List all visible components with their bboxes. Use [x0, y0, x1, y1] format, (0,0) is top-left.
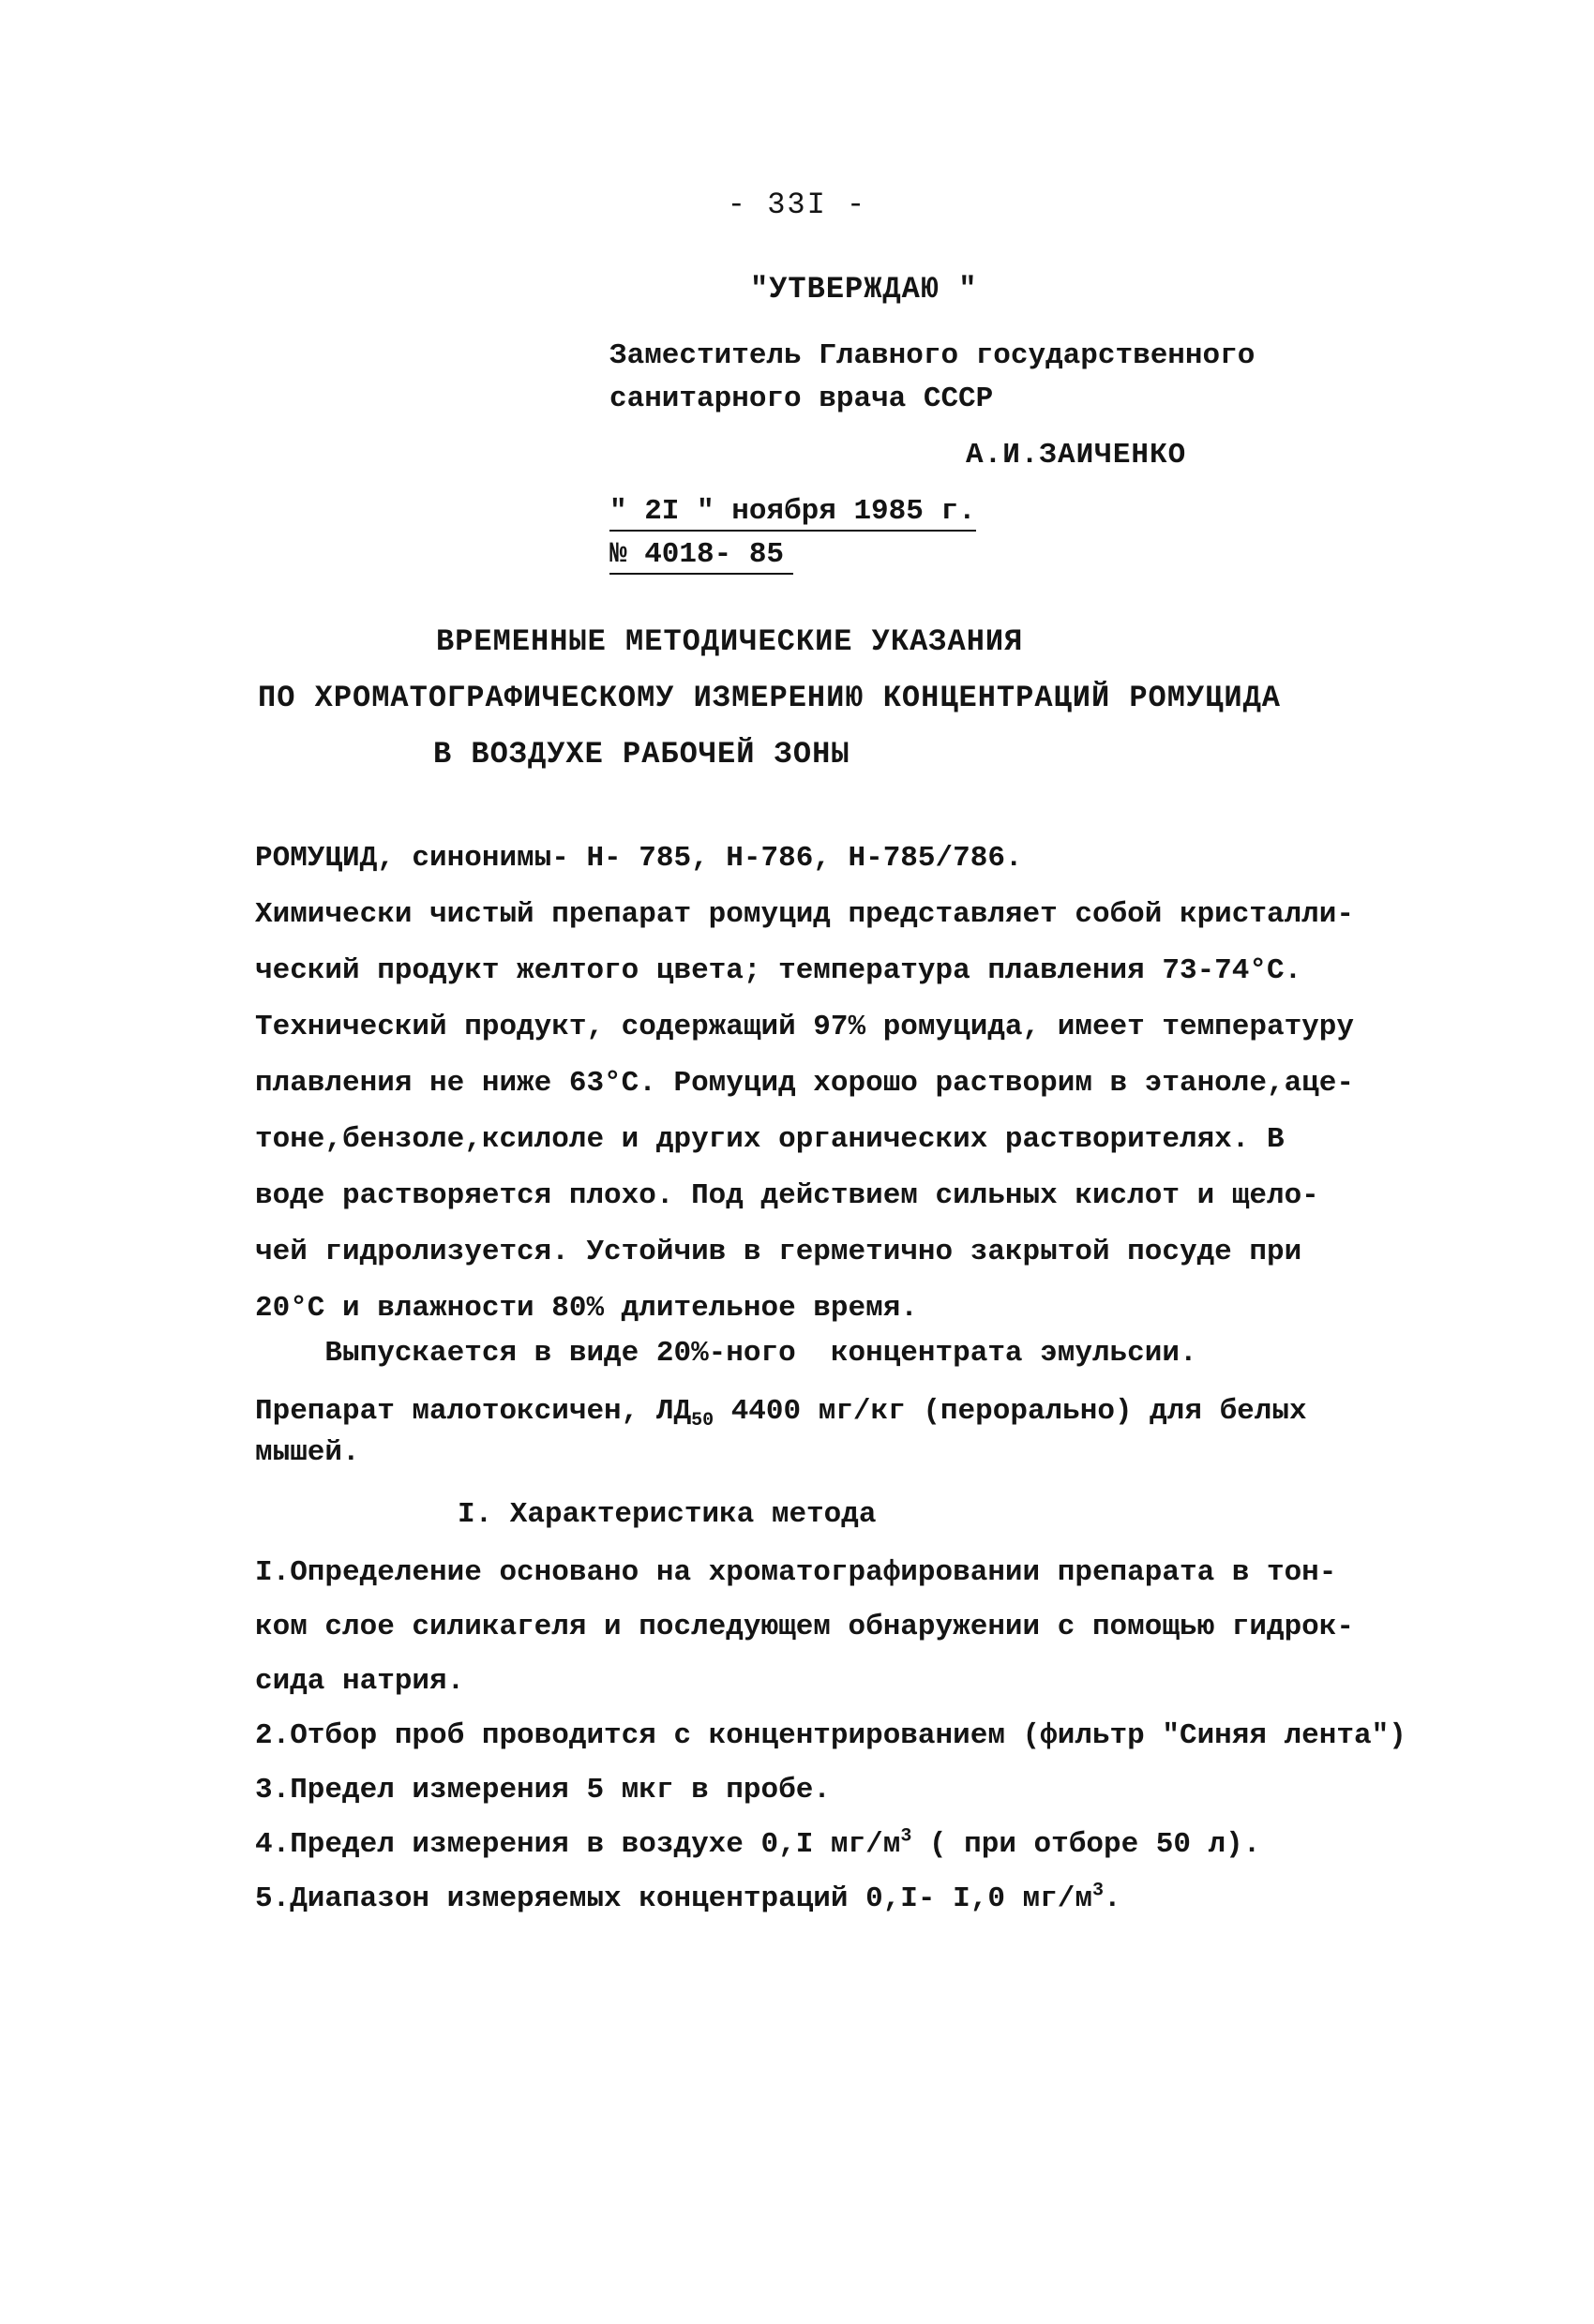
method-item-5 — [255, 1882, 1121, 1915]
page-number: - 33I - — [727, 187, 867, 222]
method-item-1-line-2: ком слое силикагеля и последующем обнаружении с помощью гидрок- — [255, 1611, 1354, 1643]
description-line-5: тоне,бензоле,ксилоле и других органических растворителях. В — [255, 1123, 1285, 1156]
method-item-3: 3.Предел измерения 5 мкг в пробе. — [255, 1774, 831, 1807]
method-item-5-superscript: 3 — [1091, 1880, 1104, 1902]
description-line-6: воде растворяется плохо. Под действием сильных кислот и щело- — [255, 1179, 1319, 1212]
approver-name: А.И.ЗАИЧЕНКО — [966, 439, 1187, 472]
toxicity-subscript: 50 — [691, 1410, 714, 1432]
method-item-5-suffix: . — [1103, 1882, 1121, 1915]
approval-date: " 2I " ноября 1985 г. — [609, 495, 976, 532]
document-title-line-2: ПО ХРОМАТОГРАФИЧЕСКОМУ ИЗМЕРЕНИЮ КОНЦЕНТРАЦИЙ РОМУЦИДА — [258, 681, 1281, 715]
approver-position-line-1: Заместитель Главного государственного — [609, 339, 1256, 372]
description-line-3: Технический продукт, содержащий 97% ромуцида, имеет температуру — [255, 1011, 1354, 1043]
description-line-2: ческий продукт желтого цвета; температура плавления 73-74°С. — [255, 954, 1302, 987]
method-item-4-superscript: 3 — [900, 1825, 912, 1848]
method-item-1-line-1: I.Определение основано на хроматографировании препарата в тон- — [255, 1556, 1337, 1589]
method-item-4 — [255, 1825, 1261, 1861]
section-heading: I. Характеристика метода — [458, 1498, 877, 1531]
method-item-4-suffix: ( при отборе 50 л). — [911, 1828, 1261, 1861]
description-line-1: Химически чистый препарат ромуцид представляет собой кристалли- — [255, 898, 1354, 931]
method-item-4-prefix: 4.Предел измерения в воздухе 0,I мг/м — [255, 1828, 901, 1861]
document-title-line-3: В ВОЗДУХЕ РАБОЧЕЙ ЗОНЫ — [433, 737, 850, 772]
toxicity-prefix: Препарат малотоксичен, ЛД — [255, 1395, 692, 1428]
description-line-8: 20°С и влажности 80% длительное время. — [255, 1292, 918, 1325]
document-title-line-1: ВРЕМЕННЫЕ МЕТОДИЧЕСКИЕ УКАЗАНИЯ — [436, 624, 1024, 659]
approval-stamp: "УТВЕРЖДАЮ " — [750, 272, 978, 307]
method-item-1-line-3: сида натрия. — [255, 1665, 465, 1698]
description-line-9: Выпускается в виде 20%-ного концентрата эмульсии. — [255, 1337, 1197, 1370]
toxicity-line-end: мышей. — [255, 1436, 360, 1469]
description-line-4: плавления не ниже 63°С. Ромуцид хорошо растворим в этаноле,аце- — [255, 1067, 1354, 1100]
approval-number: № 4018- 85 — [609, 538, 793, 575]
method-item-5-prefix: 5.Диапазон измеряемых концентраций 0,I- I,0 мг/м — [255, 1882, 1092, 1915]
toxicity-line — [255, 1395, 1307, 1432]
method-item-2: 2.Отбор проб проводится с концентрированием (фильтр "Синяя лента") — [255, 1719, 1406, 1752]
synonyms-line: РОМУЦИД, синонимы- Н- 785, Н-786, Н-785/786. — [255, 842, 1023, 875]
description-line-7: чей гидролизуется. Устойчив в герметично закрытой посуде при — [255, 1236, 1302, 1268]
approver-position-line-2: санитарного врача СССР — [609, 382, 994, 415]
toxicity-suffix: 4400 мг/кг (перорально) для белых — [714, 1395, 1307, 1428]
